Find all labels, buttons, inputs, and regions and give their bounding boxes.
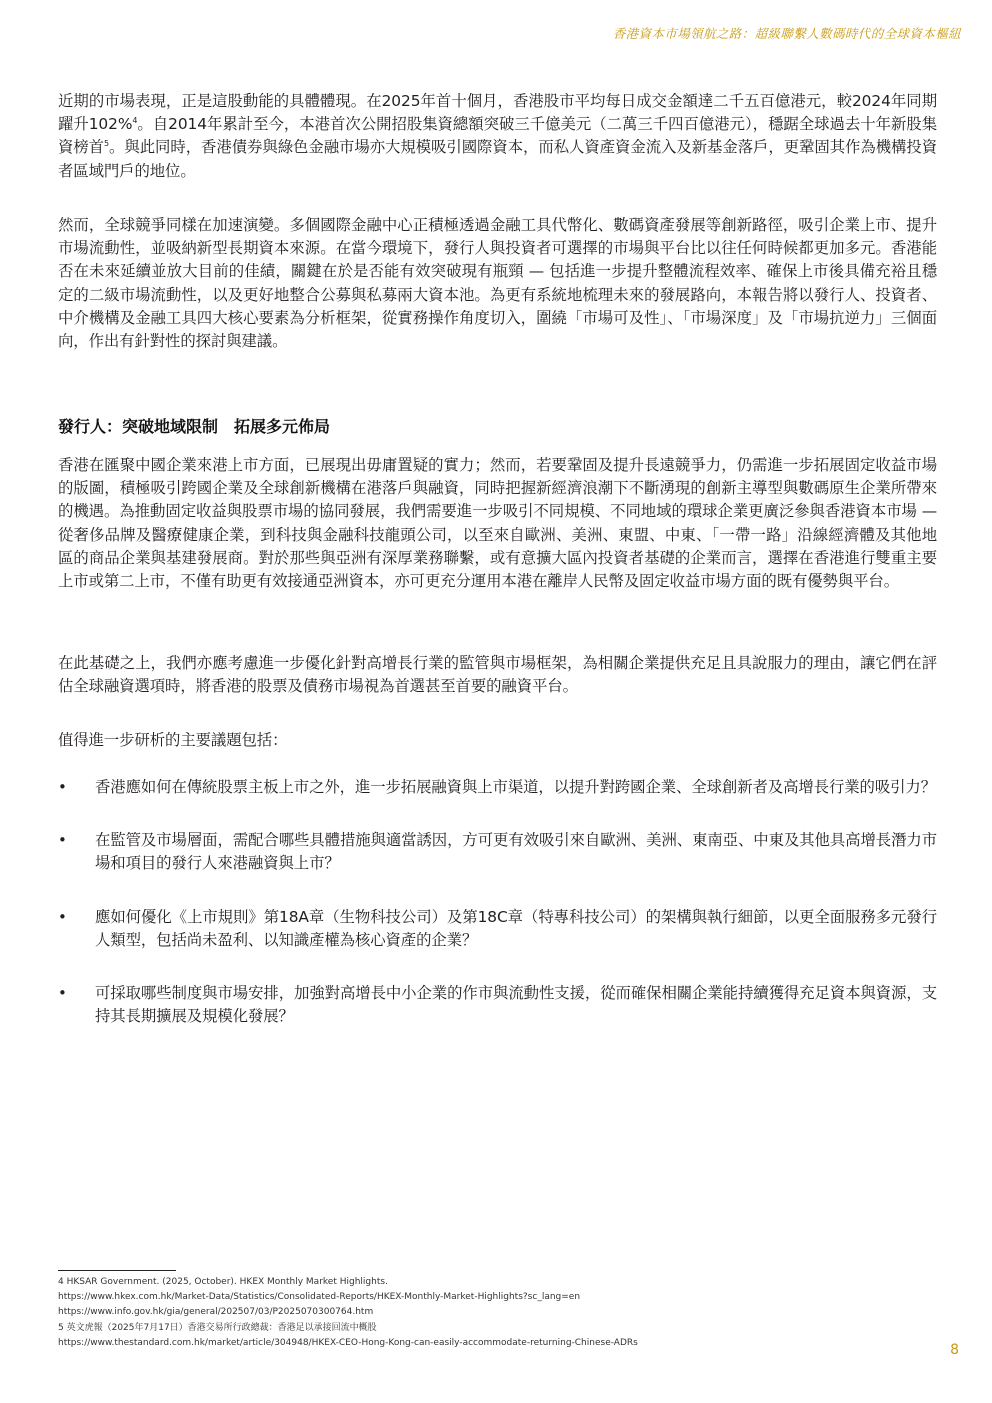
footnote-ref-4[interactable]: 4	[132, 116, 138, 126]
bullet-icon: •	[58, 778, 67, 796]
footnote-5-link-standard[interactable]: https://www.thestandard.com.hk/market/article/304948/HKEX-CEO-Hong-Kong-can-easily-accommodate-returning-Chinese-ADRs	[58, 1337, 638, 1348]
footnote-4-link-hkex[interactable]: https://www.hkex.com.hk/Market-Data/Statistics/Consolidated-Reports/HKEX-Monthly-Market-Highlights?sc_lang=en	[58, 1292, 581, 1303]
bullet-icon: •	[58, 907, 67, 926]
list-item-text: 在監管及市場層面，需配合哪些具體措施與適當誘因，方可更有效吸引來自歐洲、美洲、東南亞、中東及其他具高增長潛力市場和項目的發行人來港融資與上市？	[95, 831, 937, 873]
list-item-text: 可採取哪些制度與市場安排，加強對高增長中小企業的作市與流動性支援，從而確保相關企業能持續獲得充足資本與資源，支持其長期擴展及規模化發展？	[95, 984, 937, 1026]
footnote-4-link-gov[interactable]: https://www.info.gov.hk/gia/general/202507/03/P2025070300764.htm	[58, 1307, 374, 1318]
footnote-ref-5[interactable]: 5	[104, 139, 109, 149]
list-item-text: 香港應如何在傳統股票主板上市之外，進一步拓展融資與上市渠道，以提升對跨國企業、全球創新者及高增長行業的吸引力？	[95, 778, 936, 796]
footnotes	[58, 1275, 918, 1351]
paragraph-issuer-attraction: 香港在匯聚中國企業來港上市方面，已展現出毋庸置疑的實力；然而，若要鞏固及提升長遠競爭力，仍需進一步拓展固定收益市場的版圖，積極吸引跨國企業及全球創新機構在港落戶與融資，同時把握新經濟浪潮下不斷湧現的創新主導型與數碼原生企業所帶來的機遇。為推動固定收益與股票市場的協同發展，我們需要進一步吸引不同規模、不同地域的環球企業更廣泛參與香港資本市場 — 從奢侈品牌及醫療健康企業，到科技與金融科技龍頭公司，以至來自歐洲、美洲、東盟、中東、「一帶一路」沿線經濟體及其他地區的商品企業與基建發展商。對於那些與亞洲有深厚業務聯繫，或有意擴大區內投資者基礎的企業而言，選擇在香港進行雙重主要上市或第二上市，不僅有助更有效接通亞洲資本，亦可更充分運用本港在離岸人民幣及固定收益市場方面的既有優勢與平台。	[58, 456, 937, 591]
list-item	[58, 906, 937, 952]
key-issues-list	[58, 776, 937, 1058]
paragraph-text: 。自2014年累計至今，本港首次公開招股集資總額突破三千億美元（二萬三千四百億港元），穩踞全球過去十年新股集資榜首	[58, 115, 937, 157]
footnote-4-citation: 4 HKSAR Government. (2025, October). HKEX Monthly Market Highlights.	[58, 1277, 388, 1287]
paragraph-text: 。與此同時，香港債券與綠色金融市場亦大規模吸引國際資本，而私人資產資金流入及新基金落戶，更鞏固其作為機構投資者區域門戶的地位。	[58, 138, 937, 180]
section-heading-issuers: 發行人：突破地域限制 拓展多元佈局	[58, 417, 331, 436]
footnote-divider	[58, 1270, 176, 1271]
paragraph-key-issues-intro: 值得進一步研析的主要議題包括：	[58, 731, 288, 749]
running-header-title: 香港資本市場領航之路：超級聯繫人數碼時代的全球資本樞紐	[612, 26, 961, 41]
list-item	[58, 776, 937, 799]
paragraph-global-competition: 然而，全球競爭同樣在加速演變。多個國際金融中心正積極透過金融工具代幣化、數碼資產發展等創新路徑，吸引企業上市、提升市場流動性，並吸納新型長期資本來源。在當今環境下，發行人與投資者可選擇的市場與平台比以往任何時候都更加多元。香港能否在未來延續並放大目前的佳績，關鍵在於是否能有效突破現有瓶頸 — 包括進一步提升整體流程效率、確保上市後具備充裕且穩定的二級市場流動性，以及更好地整合公募與私募兩大資本池。為更有系統地梳理未來的發展路向，本報告將以發行人、投資者、中介機構及金融工具四大核心要素為分析框架，從實務操作角度切入，圍繞「市場可及性」、「市場深度」及「市場抗逆力」三個面向，作出有針對性的探討與建議。	[58, 216, 937, 351]
paragraph-text: 近期的市場表現，正是這股動能的具體體現。在2025年首十個月，香港股市平均每日成交金額達二千五百億港元，較2024年同期躍升102%	[58, 92, 937, 134]
list-item	[58, 982, 937, 1028]
bullet-icon: •	[58, 831, 67, 850]
page-number: 8	[950, 1342, 959, 1358]
paragraph-regulatory-framework: 在此基礎之上，我們亦應考慮進一步優化針對高增長行業的監管與市場框架，為相關企業提供充足且具說服力的理由，讓它們在評估全球融資選項時，將香港的股票及債務市場視為首選甚至首要的融資平台。	[58, 654, 937, 696]
bullet-icon: •	[58, 984, 67, 1003]
list-item	[58, 829, 937, 875]
paragraph-market-performance	[58, 90, 937, 183]
list-item-text: 應如何優化《上市規則》第18A章（生物科技公司）及第18C章（特專科技公司）的架構與執行細節，以更全面服務多元發行人類型，包括尚未盈利、以知識產權為核心資產的企業？	[95, 907, 937, 949]
footnote-5-citation: 5 英文虎報（2025年7月17日）香港交易所行政總裁：香港足以承接回流中概股	[58, 1322, 377, 1333]
